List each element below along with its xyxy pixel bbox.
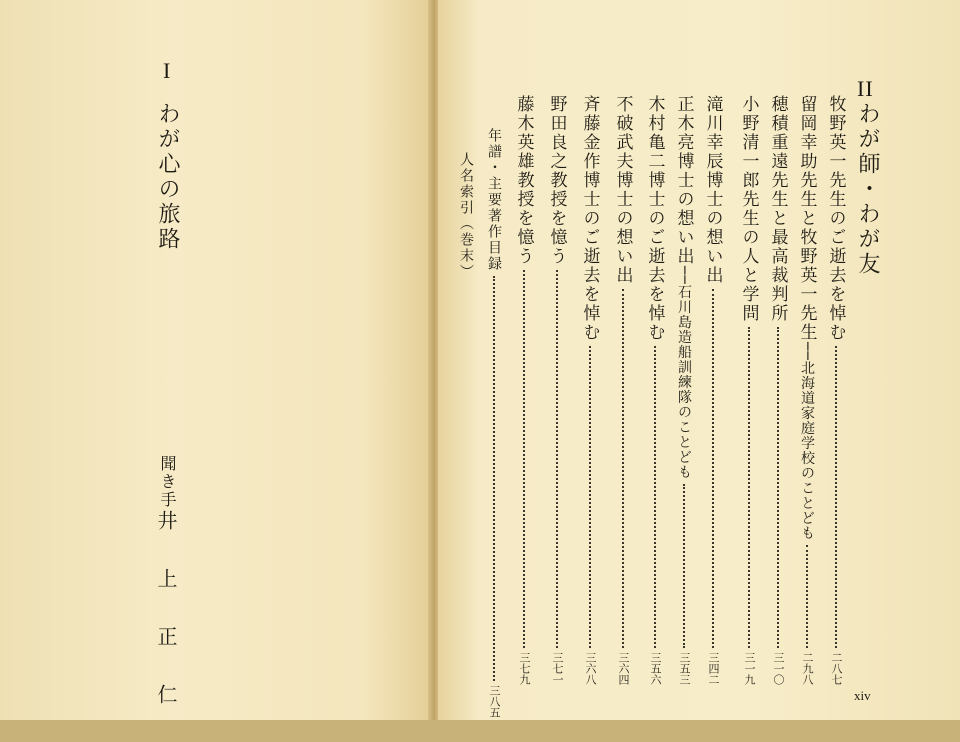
toc-entry[interactable]: 斉藤金作博士のご逝去を悼む 三六八 — [579, 95, 600, 685]
toc-entry[interactable]: 藤木英雄教授を憶う 三七九 — [513, 95, 534, 685]
toc-entry[interactable]: 牧野英一先生のご逝去を悼む 二八七 — [825, 95, 846, 685]
part-two-title: わが師・わが友 — [855, 102, 880, 277]
toc-entry[interactable]: 年譜・主要著作目録 三八五 — [486, 128, 502, 718]
part-two-number: II — [857, 76, 874, 101]
interviewer-name: 井上正仁 — [154, 510, 178, 742]
part-one-title: わが心の旅路 — [155, 102, 180, 252]
toc-entry[interactable]: 穂積重遠先生と最高裁判所 三一〇 — [767, 95, 788, 685]
page-number: xiv — [854, 688, 871, 703]
right-page — [438, 0, 960, 720]
toc-entry[interactable]: 不破武夫博士の想い出 三六四 — [612, 95, 633, 685]
toc-entry[interactable]: 正木亮博士の想い出 ──石川島造船訓練隊のことども 三五三 — [673, 95, 694, 685]
toc-entry[interactable]: 木村亀二博士のご逝去を悼む 三五六 — [644, 95, 665, 685]
toc-entry[interactable]: 滝川幸辰博士の想い出 三四二 — [702, 95, 723, 685]
toc-entry[interactable]: 留岡幸助先生と牧野英一先生 ──北海道家庭学校のことども 二九八 — [796, 95, 817, 685]
toc-entry[interactable]: 小野清一郎先生の人と学問 三一九 — [738, 95, 759, 685]
part-one-number: I — [163, 58, 172, 83]
left-page — [0, 0, 430, 742]
toc-entry[interactable]: 人名索引（巻末） — [458, 152, 474, 280]
toc-entry[interactable]: 野田良之教授を憶う 三七一 — [546, 95, 567, 685]
interviewer-label: 聞き手 — [158, 455, 177, 509]
